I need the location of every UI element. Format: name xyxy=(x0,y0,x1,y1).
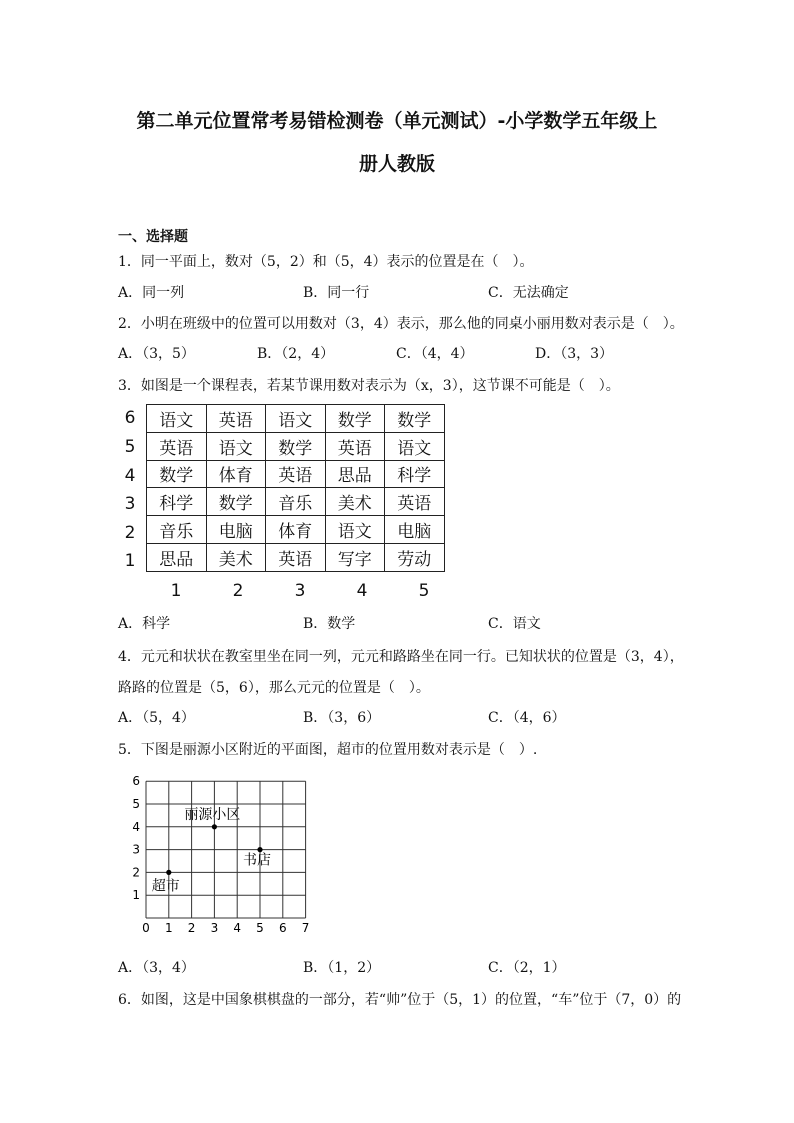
table-col-label: 4 xyxy=(356,581,368,601)
question-2-text: 2．小明在班级中的位置可以用数对（3，4）表示，那么他的同桌小丽用数对表示是（ ）。 xyxy=(118,316,684,332)
table-cell: 体育 xyxy=(266,516,326,544)
table-row xyxy=(147,543,445,571)
table-row xyxy=(147,460,445,488)
table-row-label: 6 xyxy=(124,408,136,428)
question-4-text-line1: 4．元元和状状在教室里坐在同一列，元元和路路坐在同一行。已知状状的位置是（3，4）， xyxy=(118,649,684,665)
q1-option-a[interactable]: A．同一列 xyxy=(118,285,185,301)
q4-option-b[interactable]: B．（3，6） xyxy=(303,710,381,726)
table-cell: 科学 xyxy=(385,460,445,488)
x-tick-label: 3 xyxy=(210,921,219,935)
x-tick-label: 6 xyxy=(278,921,287,935)
map-point-label: 丽源小区 xyxy=(184,806,241,823)
table-cell: 体育 xyxy=(206,460,266,488)
table-cell: 语文 xyxy=(266,405,326,433)
question-5-text: 5．下图是丽源小区附近的平面图，超市的位置用数对表示是（ ）. xyxy=(118,742,538,758)
x-tick-label: 2 xyxy=(187,921,196,935)
y-tick-label: 3 xyxy=(132,842,140,857)
table-cell: 电脑 xyxy=(206,516,266,544)
table-cell: 音乐 xyxy=(147,516,207,544)
map-point-label: 超市 xyxy=(151,878,180,895)
table-cell: 英语 xyxy=(206,405,266,433)
x-tick-label: 1 xyxy=(164,921,173,935)
schedule-table xyxy=(146,404,445,572)
x-tick-label: 0 xyxy=(142,921,150,935)
page-title-line2: 册人教版 xyxy=(358,153,435,175)
table-row-label: 5 xyxy=(124,437,136,457)
q3-option-a[interactable]: A．科学 xyxy=(118,616,171,632)
map-point xyxy=(212,824,217,829)
table-col-label: 2 xyxy=(232,581,244,601)
table-cell: 语文 xyxy=(385,432,445,460)
q3-option-b[interactable]: B．数学 xyxy=(303,616,356,632)
question-4-text-line2: 路路的位置是（5，6），那么元元的位置是（ ）。 xyxy=(118,680,430,696)
question-1-text: 1．同一平面上，数对（5，2）和（5，4）表示的位置是在（ ）。 xyxy=(118,254,534,270)
q2-option-d[interactable]: D．（3，3） xyxy=(535,346,614,362)
q5-option-b[interactable]: B．（1，2） xyxy=(303,960,381,976)
table-cell: 思品 xyxy=(147,543,207,571)
q5-option-a[interactable]: A．（3，4） xyxy=(118,960,195,976)
table-cell: 数学 xyxy=(266,432,326,460)
y-tick-label: 4 xyxy=(132,819,140,834)
table-cell: 美术 xyxy=(325,488,385,516)
q1-option-c[interactable]: C．无法确定 xyxy=(488,285,569,301)
table-cell: 写字 xyxy=(325,543,385,571)
table-col-label: 5 xyxy=(418,581,430,601)
table-cell: 英语 xyxy=(266,460,326,488)
map-point xyxy=(166,870,171,875)
table-row xyxy=(147,432,445,460)
table-cell: 英语 xyxy=(266,543,326,571)
table-col-label: 1 xyxy=(170,581,182,601)
map-point-label: 书店 xyxy=(243,852,271,869)
q3-option-c[interactable]: C．语文 xyxy=(488,616,541,632)
y-tick-label: 6 xyxy=(132,774,140,789)
q1-option-b[interactable]: B．同一行 xyxy=(303,285,370,301)
map-point xyxy=(257,847,262,852)
table-row-label: 2 xyxy=(124,523,136,543)
table-cell: 美术 xyxy=(206,543,266,571)
table-cell: 思品 xyxy=(325,460,385,488)
q2-option-a[interactable]: A．（3，5） xyxy=(118,346,195,362)
table-col-label: 3 xyxy=(294,581,306,601)
table-row xyxy=(147,516,445,544)
page-title-line1: 第二单元位置常考易错检测卷（单元测试）-小学数学五年级上 xyxy=(136,110,658,132)
section-heading: 一、选择题 xyxy=(118,229,188,245)
y-tick-label: 2 xyxy=(132,865,140,880)
table-cell: 英语 xyxy=(385,488,445,516)
table-cell: 英语 xyxy=(325,432,385,460)
table-row-label: 1 xyxy=(124,551,136,571)
question-3-text: 3．如图是一个课程表，若某节课用数对表示为（x，3），这节课不可能是（ ）。 xyxy=(118,378,620,394)
table-row xyxy=(147,488,445,516)
q5-option-c[interactable]: C．（2，1） xyxy=(488,960,566,976)
y-tick-label: 5 xyxy=(132,797,140,811)
table-cell: 语文 xyxy=(206,432,266,460)
q4-option-c[interactable]: C．（4，6） xyxy=(488,710,566,726)
table-cell: 电脑 xyxy=(385,516,445,544)
table-cell: 数学 xyxy=(385,405,445,433)
table-cell: 数学 xyxy=(147,460,207,488)
table-cell: 科学 xyxy=(147,488,207,516)
table-row xyxy=(147,405,445,433)
q2-option-b[interactable]: B．（2，4） xyxy=(257,346,335,362)
table-cell: 语文 xyxy=(325,516,385,544)
table-cell: 音乐 xyxy=(266,488,326,516)
x-tick-label: 4 xyxy=(233,921,242,935)
question-6-text: 6．如图，这是中国象棋棋盘的一部分，若“帅”位于（5，1）的位置，“车”位于（7，0）的 xyxy=(118,992,682,1008)
table-cell: 数学 xyxy=(206,488,266,516)
table-cell: 英语 xyxy=(147,432,207,460)
table-cell: 劳动 xyxy=(385,543,445,571)
table-cell: 语文 xyxy=(147,405,207,433)
x-tick-label: 5 xyxy=(256,921,264,935)
q4-option-a[interactable]: A．（5，4） xyxy=(118,710,195,726)
x-tick-label: 7 xyxy=(301,921,310,935)
q2-option-c[interactable]: C．（4，4） xyxy=(396,346,474,362)
y-tick-label: 1 xyxy=(132,888,140,903)
table-cell: 数学 xyxy=(325,405,385,433)
table-row-label: 4 xyxy=(124,466,136,486)
table-row-label: 3 xyxy=(124,494,136,514)
